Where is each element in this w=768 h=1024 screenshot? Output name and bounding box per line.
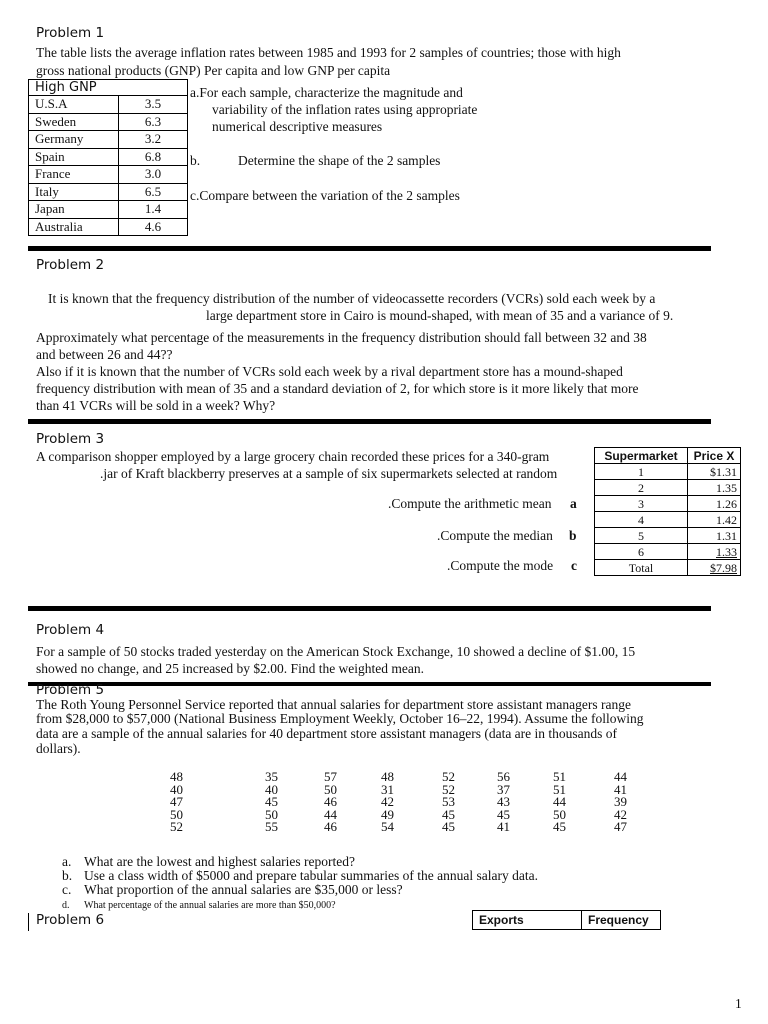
supermarket-id-cell: 2 xyxy=(595,480,688,496)
salary-value: 55 xyxy=(265,819,278,835)
problem2-title: Problem 2 xyxy=(36,257,105,273)
country-cell: Sweden xyxy=(29,113,119,131)
salary-column xyxy=(605,771,627,834)
problem2-line3: Approximately what percentage of the measurements in the frequency distribution should fall between 32 and 38 xyxy=(36,330,647,345)
salary-value: 53 xyxy=(442,794,455,810)
inflation-rate-cell: 3.0 xyxy=(119,166,188,184)
salary-value: 45 xyxy=(497,806,510,822)
problem2-line4: and between 26 and 44?? xyxy=(36,347,173,362)
country-cell: Australia xyxy=(29,218,119,236)
question-label: c. xyxy=(62,882,72,897)
inflation-rate-cell: 4.6 xyxy=(119,218,188,236)
problem3-question-a-label: a xyxy=(570,496,577,511)
country-cell: France xyxy=(29,166,119,184)
salary-column xyxy=(433,771,455,834)
salary-value: 45 xyxy=(553,819,566,835)
problem5-line4: dollars). xyxy=(36,741,81,756)
salary-column xyxy=(488,771,510,834)
total-value: $7.98 xyxy=(688,560,741,576)
inflation-rate-cell: 6.3 xyxy=(119,113,188,131)
salary-value: 45 xyxy=(265,794,278,810)
salary-column xyxy=(544,771,566,834)
high-gnp-rows xyxy=(28,95,188,236)
problem3-question-c-label: c xyxy=(571,558,577,573)
section-divider xyxy=(28,246,711,251)
salary-value: 42 xyxy=(381,794,394,810)
supermarket-row xyxy=(595,480,741,496)
problem1-question-a-line2: variability of the inflation rates using appropriate xyxy=(212,102,478,117)
section-divider xyxy=(28,606,711,611)
salary-value: 42 xyxy=(614,806,627,822)
salary-value: 40 xyxy=(265,781,278,797)
country-cell: Spain xyxy=(29,148,119,166)
supermarket-price-table xyxy=(594,447,741,576)
salary-value: 46 xyxy=(324,819,337,835)
problem3-question-b: .Compute the median xyxy=(437,528,553,543)
problem2-line7: than 41 VCRs will be sold in a week? Why? xyxy=(36,398,276,413)
supermarket-id-cell: 4 xyxy=(595,512,688,528)
salary-value: 35 xyxy=(265,769,278,784)
salary-value: 49 xyxy=(381,806,394,822)
problem5-title: Problem 5 xyxy=(36,684,105,697)
salary-value: 45 xyxy=(442,819,455,835)
problem3-question-a: .Compute the arithmetic mean xyxy=(388,496,552,511)
question-text: What proportion of the annual salaries are $35,000 or less? xyxy=(84,882,403,897)
page-number: 1 xyxy=(735,996,742,1011)
problem6-title: Problem 6 xyxy=(36,912,105,928)
problem3-line2: .jar of Kraft blackberry preserves at a sample of six supermarkets selected at random xyxy=(100,466,558,481)
salary-value: 44 xyxy=(324,806,337,822)
section-divider xyxy=(28,682,711,686)
salary-value: 50 xyxy=(265,806,278,822)
salary-value: 43 xyxy=(497,794,510,810)
problem1-question-b: Determine the shape of the 2 samples xyxy=(238,153,441,168)
question-text: What are the lowest and highest salaries reported? xyxy=(84,854,356,869)
salary-value: 56 xyxy=(497,769,510,784)
column-header-exports: Exports xyxy=(473,911,582,930)
price-cell: 1.31 xyxy=(688,528,741,544)
salary-value: 50 xyxy=(553,806,566,822)
salary-value: 41 xyxy=(614,781,627,797)
problem1-intro-2: gross national products (GNP) Per capita and low GNP per capita xyxy=(36,63,391,78)
inflation-rate-cell: 6.8 xyxy=(119,148,188,166)
problem4-line2: showed no change, and 25 increased by $2.00. Find the weighted mean. xyxy=(36,661,425,676)
country-cell: Germany xyxy=(29,131,119,149)
supermarket-id-cell: 6 xyxy=(595,544,688,560)
problem1-intro: The table lists the average inflation rates between 1985 and 1993 for 2 samples of countries; those with high xyxy=(36,45,621,60)
gnp-table-row xyxy=(29,218,188,236)
problem4-line1: For a sample of 50 stocks traded yesterday on the American Stock Exchange, 10 showed a decline of $1.00, 15 xyxy=(36,644,636,659)
salary-value: 31 xyxy=(381,781,394,797)
salary-value: 44 xyxy=(553,794,566,810)
problem2-line5: Also if it is known that the number of VCRs sold each week by a rival department store has a mound-shaped xyxy=(36,364,623,379)
problem1-question-a: a.For each sample, characterize the magnitude and xyxy=(190,85,463,100)
salary-value: 37 xyxy=(497,781,510,797)
salary-column xyxy=(315,771,337,834)
column-header-supermarket: Supermarket xyxy=(595,448,688,464)
supermarket-row xyxy=(595,544,741,560)
salary-value: 48 xyxy=(170,769,183,784)
supermarket-id-cell: 1 xyxy=(595,464,688,480)
problem2-line1: It is known that the frequency distribution of the number of videocassette recorders (VCRs) sold each week by a xyxy=(48,291,656,306)
supermarket-id-cell: 3 xyxy=(595,496,688,512)
problem1-title: Problem 1 xyxy=(36,25,105,41)
price-cell: 1.42 xyxy=(688,512,741,528)
question-label: b. xyxy=(62,868,73,883)
problem6-left-border xyxy=(28,913,29,931)
salary-value: 41 xyxy=(497,819,510,835)
gnp-table-row xyxy=(29,96,188,114)
salary-value: 47 xyxy=(614,819,627,835)
high-gnp-table xyxy=(28,79,188,236)
salary-value: 39 xyxy=(614,794,627,810)
salary-column xyxy=(256,771,278,834)
country-cell: U.S.A xyxy=(29,96,119,114)
problem5-line2: from $28,000 to $57,000 (National Business Employment Weekly, October 16–22, 1994). Assume the following xyxy=(36,711,644,726)
supermarket-id-cell: 5 xyxy=(595,528,688,544)
problem1-question-c: c.Compare between the variation of the 2 samples xyxy=(190,188,460,203)
gnp-table-row xyxy=(29,131,188,149)
total-label: Total xyxy=(595,560,688,576)
salary-value: 51 xyxy=(553,781,566,797)
problem2-line6: frequency distribution with mean of 35 and a standard deviation of 2, for which store is it more likely that more xyxy=(36,381,639,396)
inflation-rate-cell: 3.5 xyxy=(119,96,188,114)
salary-value: 50 xyxy=(324,781,337,797)
salary-value: 45 xyxy=(442,806,455,822)
gnp-table-row xyxy=(29,113,188,131)
supermarket-row xyxy=(595,496,741,512)
country-cell: Italy xyxy=(29,183,119,201)
supermarket-row xyxy=(595,464,741,480)
salary-column xyxy=(161,771,183,834)
salary-value: 51 xyxy=(553,769,566,784)
gnp-table-row xyxy=(29,166,188,184)
question-text: Use a class width of $5000 and prepare tabular summaries of the annual salary data. xyxy=(84,868,538,883)
high-gnp-header: High GNP xyxy=(28,79,188,95)
salary-value: 54 xyxy=(381,819,394,835)
problem5-line3: data are a sample of the annual salaries for 40 department store assistant managers (data are in thousands of xyxy=(36,726,618,741)
salary-value: 46 xyxy=(324,794,337,810)
salary-value: 44 xyxy=(614,769,627,784)
gnp-table-row xyxy=(29,148,188,166)
column-header-frequency: Frequency xyxy=(582,911,661,930)
problem3-title: Problem 3 xyxy=(36,431,105,447)
price-cell: 1.33 xyxy=(688,544,741,560)
price-cell: $1.31 xyxy=(688,464,741,480)
problem3-question-c: .Compute the mode xyxy=(447,558,554,573)
problem3-question-b-label: b xyxy=(569,528,577,543)
column-header-price: Price X xyxy=(688,448,741,464)
salary-value: 48 xyxy=(381,769,394,784)
problem5-line1: The Roth Young Personnel Service reported that annual salaries for department store assistant managers range xyxy=(36,697,631,712)
problem2-line2: large department store in Cairo is mound-shaped, with mean of 35 and a variance of 9. xyxy=(206,308,674,323)
question-label: d. xyxy=(62,900,70,911)
salary-value: 52 xyxy=(442,781,455,797)
problem4-title: Problem 4 xyxy=(36,622,105,638)
section-divider xyxy=(28,419,711,424)
gnp-table-row xyxy=(29,183,188,201)
question-label: a. xyxy=(62,854,72,869)
salary-value: 52 xyxy=(442,769,455,784)
inflation-rate-cell: 3.2 xyxy=(119,131,188,149)
inflation-rate-cell: 1.4 xyxy=(119,201,188,219)
supermarket-row xyxy=(595,512,741,528)
salary-value: 52 xyxy=(170,819,183,835)
salary-column xyxy=(372,771,394,834)
salary-value: 47 xyxy=(170,794,183,810)
salary-value: 40 xyxy=(170,781,183,797)
question-text: What percentage of the annual salaries are more than $50,000? xyxy=(84,900,336,911)
problem1-question-b-label: b. xyxy=(190,153,201,168)
price-cell: 1.26 xyxy=(688,496,741,512)
supermarket-row xyxy=(595,528,741,544)
price-cell: 1.35 xyxy=(688,480,741,496)
problem1-question-a-line3: numerical descriptive measures xyxy=(212,119,383,134)
gnp-table-row xyxy=(29,201,188,219)
inflation-rate-cell: 6.5 xyxy=(119,183,188,201)
problem3-line1: A comparison shopper employed by a large grocery chain recorded these prices for a 340-gram xyxy=(36,449,550,464)
exports-frequency-table xyxy=(472,910,661,930)
salary-value: 57 xyxy=(324,769,337,784)
country-cell: Japan xyxy=(29,201,119,219)
salary-value: 50 xyxy=(170,806,183,822)
